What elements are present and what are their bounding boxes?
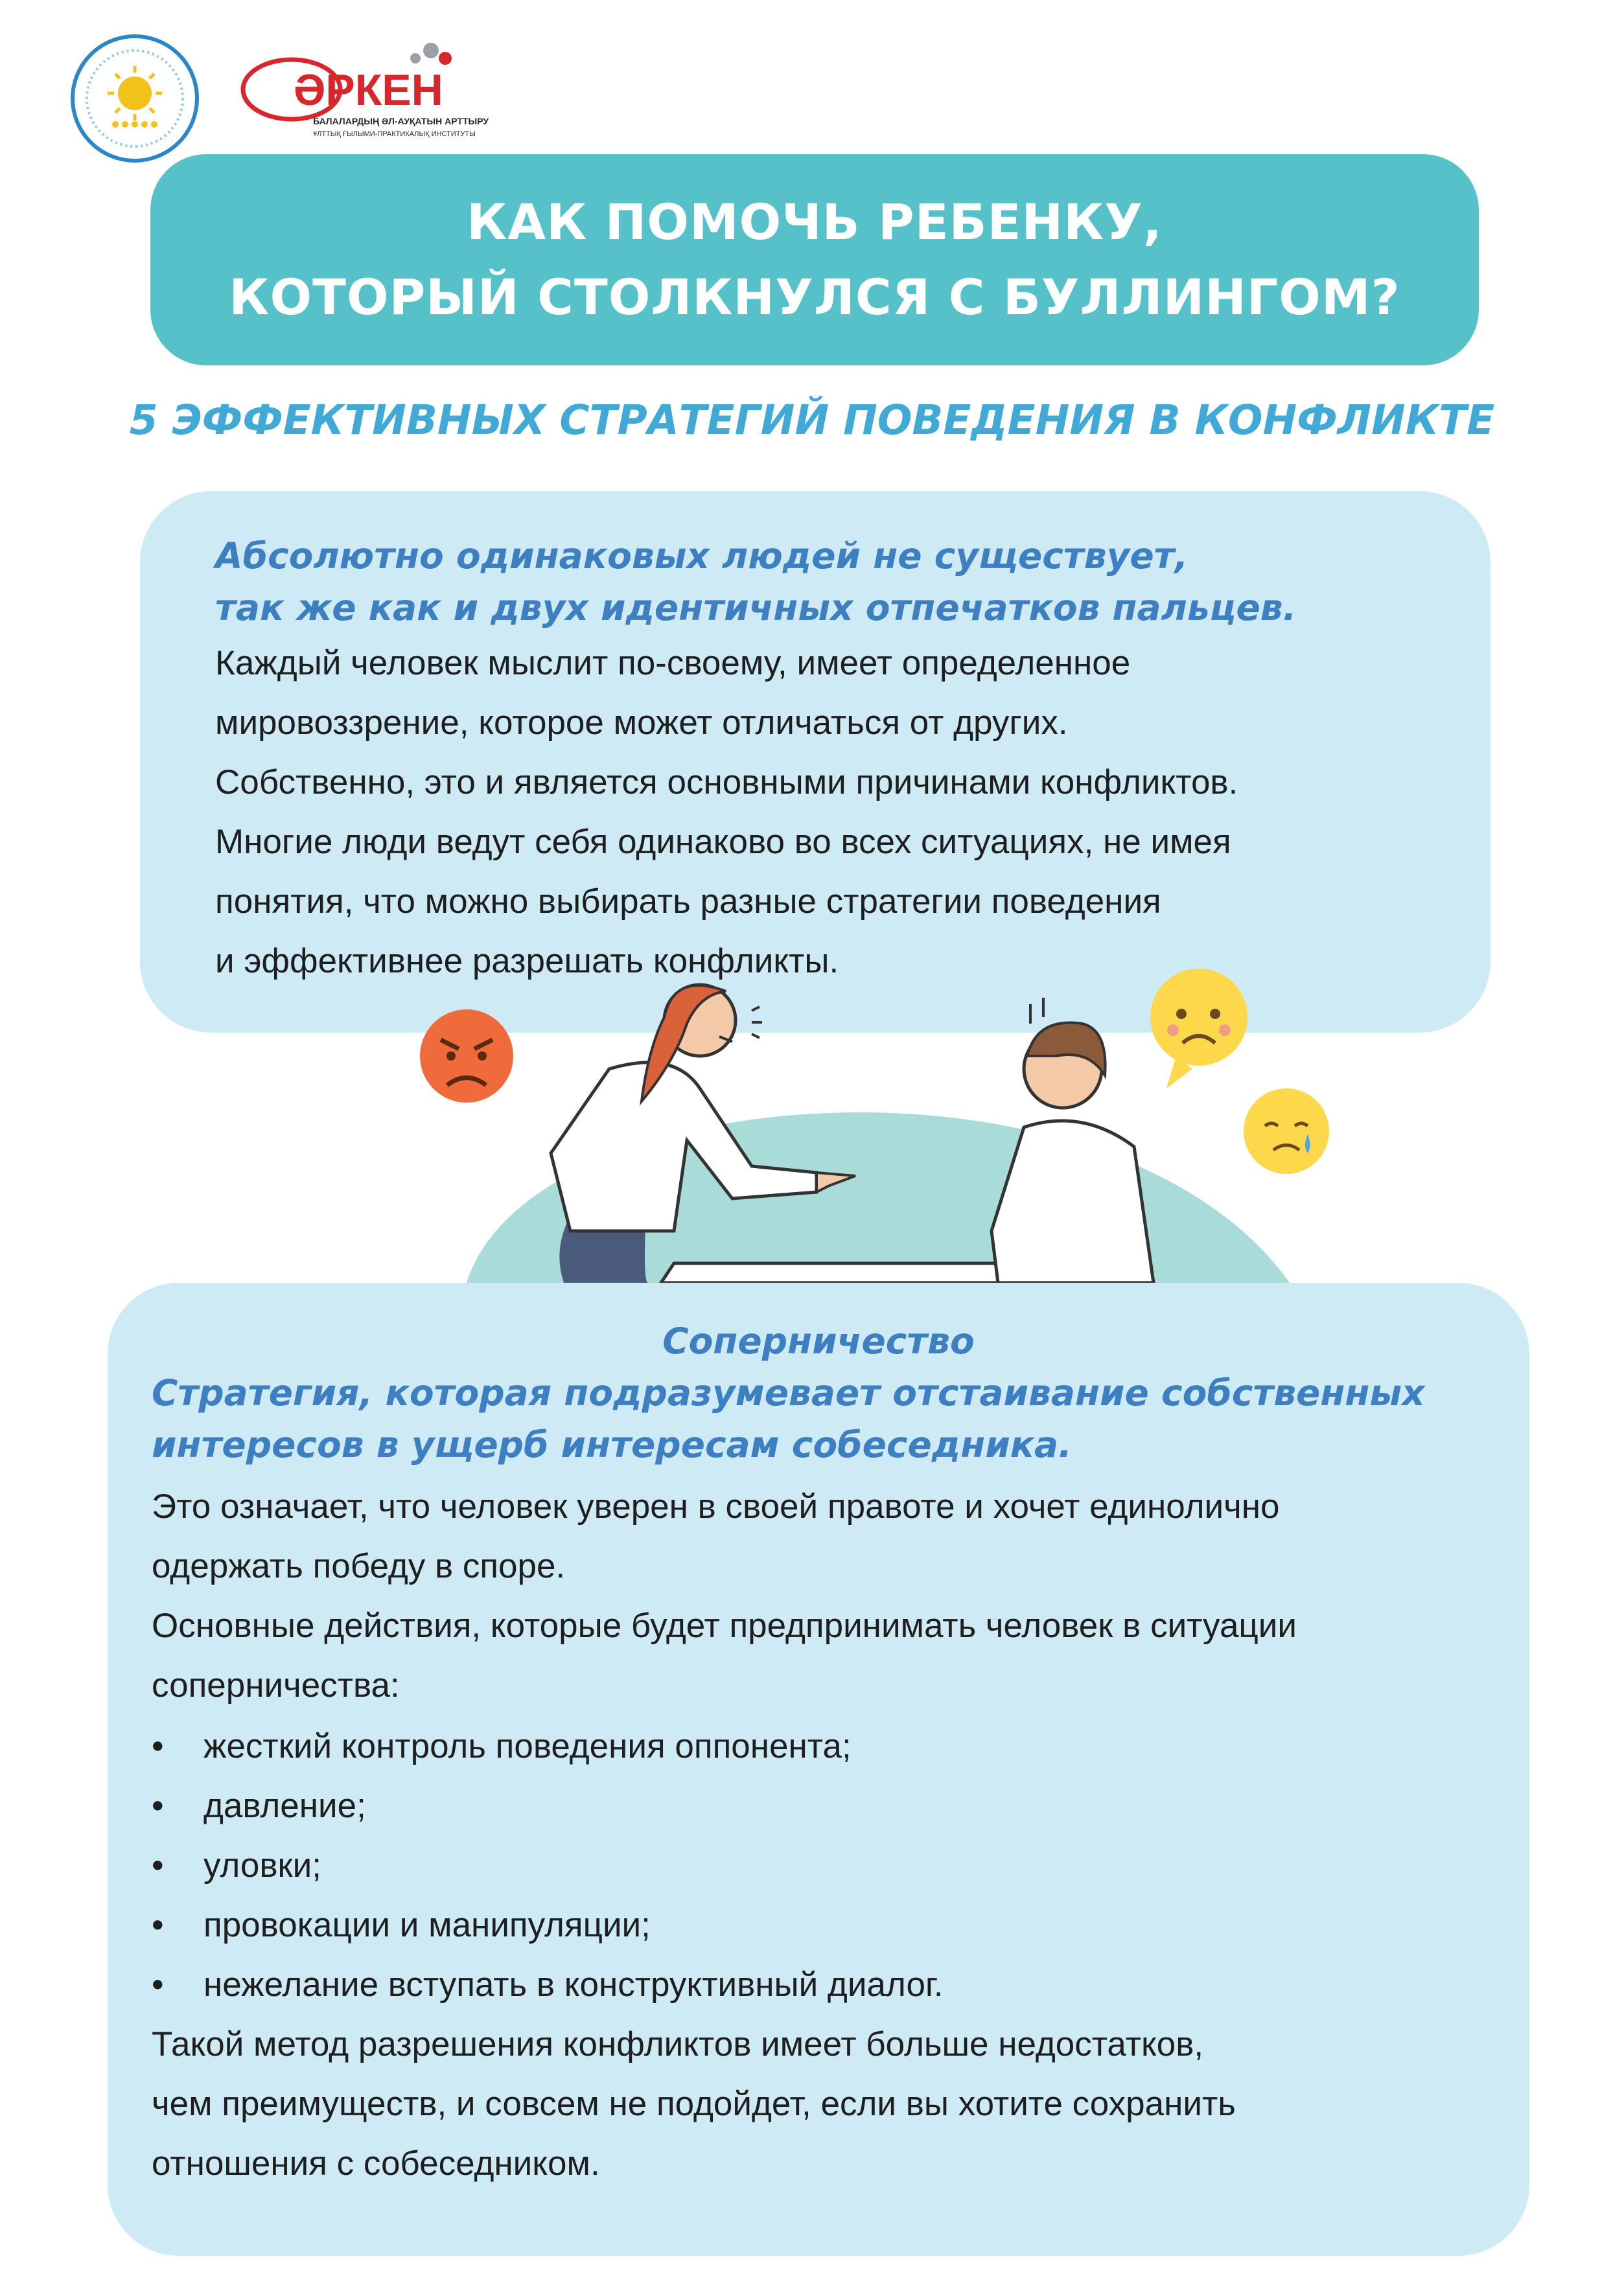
list-item-text: провокации и манипуляции; xyxy=(203,1906,651,1944)
list-item-text: нежелание вступать в конструктивный диалог. xyxy=(203,1966,944,2004)
strategy-lead-line1: Стратегия, которая подразумевает отстаивание собственных xyxy=(152,1372,1425,1414)
strategy-bullet-list xyxy=(152,1717,1500,2015)
frowning-emoji-icon xyxy=(1150,969,1247,1088)
list-item-text: уловки; xyxy=(203,1846,322,1885)
strategy-para2-line1: Основные действия, которые будет предпринимать человек в ситуации xyxy=(152,1607,1297,1645)
strategy-conclusion-line: чем преимуществ, и совсем не подойдет, если вы хотите сохранить xyxy=(152,2085,1236,2123)
erken-caption-line1: БАЛАЛАРДЫҢ ӘЛ-АУҚАТЫН АРТТЫРУ xyxy=(313,116,489,126)
list-item xyxy=(152,1955,1500,2015)
page-title-line2: КОТОРЫЙ СТОЛКНУЛСЯ С БУЛЛИНГОМ? xyxy=(229,268,1400,326)
intro-lead-line1: Абсолютно одинаковых людей не существует, xyxy=(215,535,1189,577)
intro-line: и эффективнее разрешать конфликты. xyxy=(215,942,839,980)
page-title-line1: КАК ПОМОЧЬ РЕБЕНКУ, xyxy=(467,193,1163,251)
intro-line: Каждый человек мыслит по-своему, имеет определенное xyxy=(215,644,1131,682)
list-item xyxy=(152,1717,1500,1776)
bullet-marker: • xyxy=(152,1727,164,1765)
list-item-text: жесткий контроль поведения оппонента; xyxy=(203,1727,852,1765)
list-item-text: давление; xyxy=(203,1787,366,1825)
intro-line: понятия, что можно выбирать разные стратегии поведения xyxy=(215,882,1161,921)
intro-lead-line2: так же как и двух идентичных отпечатков пальцев. xyxy=(215,587,1297,628)
intro-line: мировоззрение, которое может отличаться от других. xyxy=(215,704,1068,742)
strategy-conclusion-line: отношения с собеседником. xyxy=(152,2144,600,2183)
sad-emoji-icon xyxy=(1244,1088,1329,1174)
bullet-marker: • xyxy=(152,1787,164,1825)
bullet-marker: • xyxy=(152,1966,164,2004)
conflict-illustration xyxy=(337,959,1309,1283)
erken-caption-line2: ҰЛТТЫҚ ҒЫЛЫМИ-ПРАКТИКАЛЫҚ ИНСТИТУТЫ xyxy=(313,130,476,138)
strategy-lead-line2: интересов в ущерб интересам собеседника. xyxy=(152,1424,1073,1465)
title-banner xyxy=(150,154,1479,365)
angry-emoji-icon xyxy=(420,1009,513,1103)
erken-institute-logo xyxy=(237,32,489,143)
bullet-marker: • xyxy=(152,1846,164,1885)
strategy-title: Соперничество xyxy=(662,1320,975,1362)
intro-line: Многие люди ведут себя одинаково во всех ситуациях, не имея xyxy=(215,823,1231,861)
strategy-para1-line1: Это означает, что человек уверен в своей правоте и хочет единолично xyxy=(152,1487,1280,1526)
table xyxy=(661,1263,1011,1283)
strategy-para2-line2: соперничества: xyxy=(152,1666,400,1705)
bullet-marker: • xyxy=(152,1906,164,1944)
intro-line: Собственно, это и является основными причинами конфликтов. xyxy=(215,763,1238,801)
strategy-para1-line2: одержать победу в споре. xyxy=(152,1547,566,1585)
page-subtitle: 5 ЭФФЕКТИВНЫХ СТРАТЕГИЙ ПОВЕДЕНИЯ В КОНФЛИКТЕ xyxy=(129,396,1495,444)
list-item xyxy=(152,1836,1500,1896)
list-item xyxy=(152,1776,1500,1836)
sun-emblem-logo xyxy=(70,34,200,163)
list-item xyxy=(152,1896,1500,1955)
erken-brand-text: ӘРКЕН xyxy=(294,65,443,115)
strategy-conclusion-line: Такой метод разрешения конфликтов имеет больше недостатков, xyxy=(152,2025,1204,2063)
